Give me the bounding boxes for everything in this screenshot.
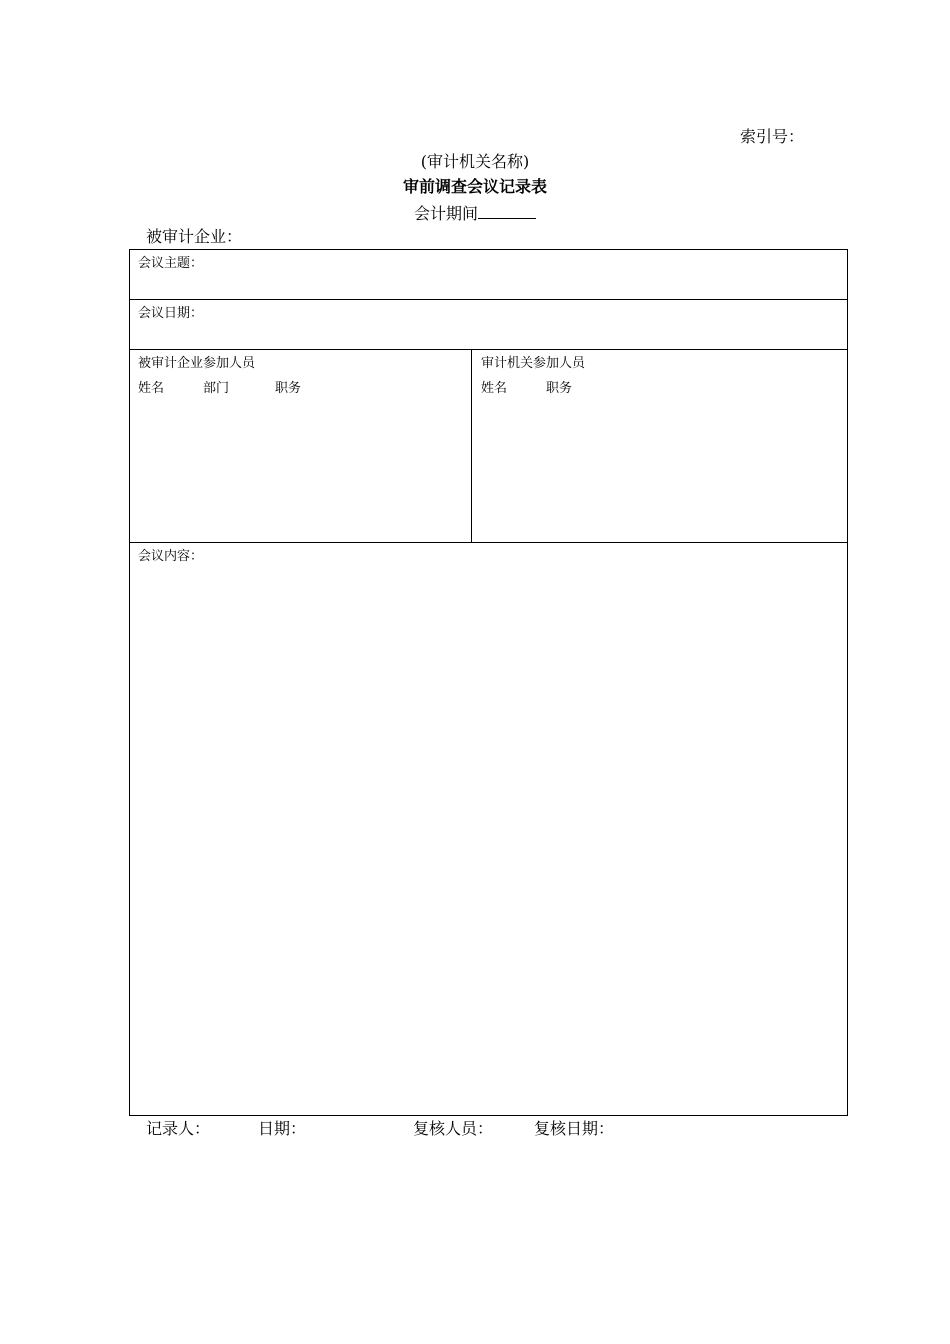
meeting-date-label: 会议日期： [138, 306, 204, 321]
meeting-content-label: 会议内容： [138, 549, 204, 564]
company-col-name: 姓名 [138, 381, 165, 396]
review-date-label: 复核日期： [534, 1119, 615, 1138]
company-col-position: 职务 [275, 381, 302, 396]
meeting-topic-label: 会议主题： [138, 256, 204, 271]
record-date-label: 日期： [258, 1119, 307, 1138]
recorder-label: 记录人： [146, 1119, 211, 1138]
audited-company-label: 被审计企业： [146, 227, 243, 246]
index-number-label: 索引号： [740, 127, 805, 146]
company-participants-heading: 被审计企业参加人员 [138, 356, 256, 371]
company-col-dept: 部门 [203, 381, 230, 396]
row-divider [129, 542, 848, 543]
row-divider [129, 299, 848, 300]
meeting-record-table [129, 249, 848, 1116]
reviewer-label: 复核人员： [413, 1119, 494, 1138]
accounting-period-label: 会计期间 [413, 204, 478, 223]
audit-agency-name: (审计机关名称) [420, 152, 530, 171]
accounting-period [0, 202, 950, 224]
agency-participants-heading: 审计机关参加人员 [481, 356, 586, 371]
accounting-period-blank[interactable] [478, 202, 536, 219]
column-divider [471, 349, 472, 543]
page-title: 审前调查会议记录表 [402, 177, 547, 196]
agency-col-name: 姓名 [481, 381, 508, 396]
agency-col-position: 职务 [546, 381, 573, 396]
row-divider [129, 349, 848, 350]
